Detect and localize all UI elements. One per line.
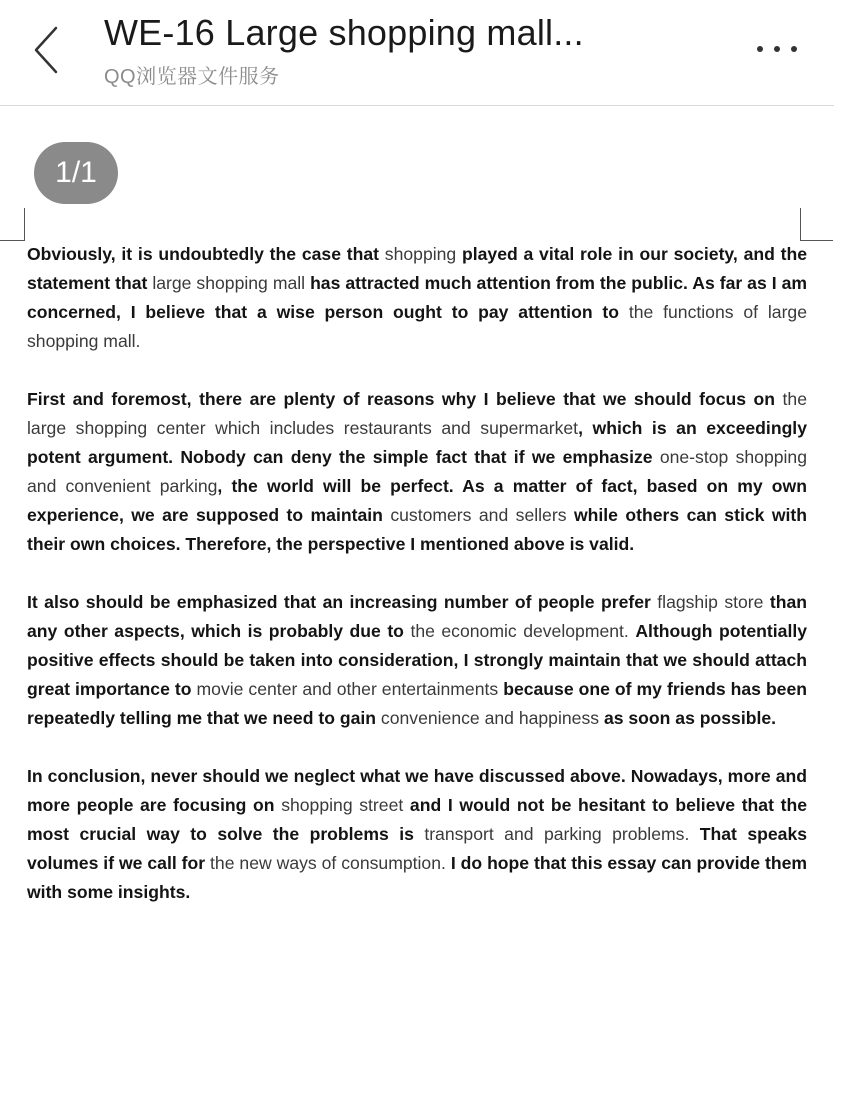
paragraph-text: Obviously, it is undoubtedly the case that bbox=[27, 244, 380, 264]
header-divider bbox=[0, 105, 834, 106]
highlight-text: the economic development. bbox=[410, 621, 629, 641]
paragraph-text: , the world will be perfect. As a matter of fact, based on my own experience, we are supposed to maintain bbox=[27, 476, 807, 525]
page-title: WE-16 Large shopping mall... bbox=[104, 12, 584, 53]
highlight-text: convenience and happiness bbox=[380, 708, 600, 728]
highlight-text: large shopping mall bbox=[152, 273, 306, 293]
highlight-text: the new ways of consumption. bbox=[210, 853, 446, 873]
top-bar bbox=[0, 0, 856, 106]
highlight-text: the functions of large shopping mall. bbox=[27, 302, 807, 351]
paragraph-4 bbox=[27, 762, 807, 907]
highlight-text: one-stop shopping and convenient parking bbox=[27, 447, 807, 496]
paragraph-text: In conclusion, never should we neglect what we have discussed above. Nowadays, more and more people are focusing on bbox=[27, 766, 807, 815]
highlight-text: shopping bbox=[384, 244, 457, 264]
highlight-text: transport and parking problems. bbox=[424, 824, 690, 844]
paragraph-text: while others can stick with their own choices. Therefore, the perspective I mentioned above is valid. bbox=[27, 505, 808, 554]
page-subtitle: QQ浏览器文件服务 bbox=[104, 66, 280, 88]
paragraph-text: , which is an exceedingly potent argument. Nobody can deny the simple fact that if we emphasize bbox=[27, 418, 807, 467]
page-corner-top-left bbox=[0, 208, 25, 241]
page-indicator: 1/1 bbox=[34, 142, 118, 204]
paragraph-text: as soon as possible. bbox=[603, 708, 777, 728]
paragraph-1 bbox=[27, 240, 807, 356]
paragraph-text: It also should be emphasized that an increasing number of people prefer bbox=[27, 592, 651, 612]
paragraph-text: played a vital role in our society, and the statement that bbox=[27, 244, 808, 293]
highlight-text: movie center and other entertainments bbox=[196, 679, 499, 699]
paragraph-text: because one of my friends has been repeatedly telling me that we need to gain bbox=[27, 679, 808, 728]
paragraph-text: and I would not be hesitant to believe that the most crucial way to solve the problems is bbox=[27, 795, 807, 844]
paragraph-2 bbox=[27, 385, 807, 559]
paragraph-text: has attracted much attention from the public. As far as I am concerned, I believe that a wise person ought to pay attention to bbox=[27, 273, 808, 322]
page-corner-top-right bbox=[800, 208, 833, 241]
chevron-left-icon bbox=[28, 24, 68, 78]
paragraph-text: First and foremost, there are plenty of reasons why I believe that we should focus on bbox=[27, 389, 776, 409]
paragraph-text: than any other aspects, which is probably due to bbox=[27, 592, 807, 641]
highlight-text: customers and sellers bbox=[390, 505, 567, 525]
paragraph-3 bbox=[27, 588, 807, 733]
highlight-text: flagship store bbox=[657, 592, 764, 612]
more-button[interactable] bbox=[752, 34, 802, 64]
back-button[interactable] bbox=[28, 24, 68, 78]
paragraph-text: I do hope that this essay can provide them with some insights. bbox=[27, 853, 808, 902]
paragraph-text: Although potentially positive effects should be taken into consideration, I strongly maintain that we should attach great importance to bbox=[27, 621, 808, 699]
more-dots-icon bbox=[752, 34, 802, 64]
highlight-text: the large shopping center which includes restaurants and supermarket bbox=[27, 389, 807, 438]
paragraph-text: That speaks volumes if we call for bbox=[27, 824, 808, 873]
highlight-text: shopping street bbox=[281, 795, 404, 815]
document-page bbox=[27, 240, 807, 936]
